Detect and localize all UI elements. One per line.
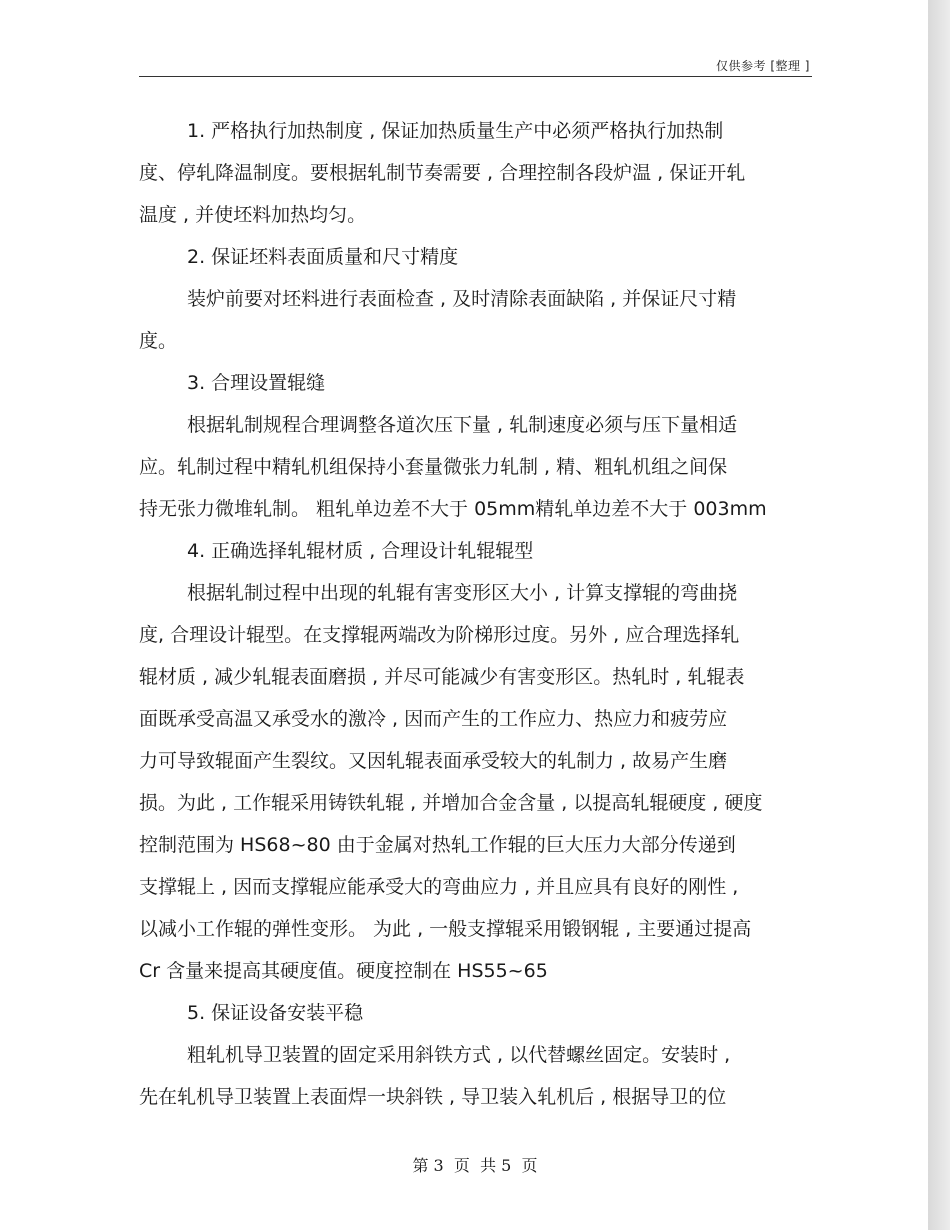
paragraph-line: 根据轧制规程合理调整各道次压下量 , 轧制速度必须与压下量相适 bbox=[187, 414, 738, 436]
paragraph-line: 力可导致辊面产生裂纹。又因轧辊表面承受较大的轧制力 , 故易产生磨 bbox=[139, 750, 728, 772]
paragraph-line: 度, 合理设计辊型。在支撑辊两端改为阶梯形过度。另外 , 应合理选择轧 bbox=[139, 624, 740, 646]
paragraph-line: 装炉前要对坯料进行表面检查 , 及时清除表面缺陷 , 并保证尺寸精 bbox=[187, 288, 737, 310]
paragraph-line: 持无张力微堆轧制。 粗轧单边差不大于 05mm精轧单边差不大于 003mm bbox=[139, 498, 767, 520]
paragraph-line: 温度 , 并使坯料加热均匀。 bbox=[139, 204, 367, 226]
section-heading: 3. 合理设置辊缝 bbox=[187, 372, 326, 394]
paragraph-line: 先在轧机导卫装置上表面焊一块斜铁 , 导卫装入轧机后 , 根据导卫的位 bbox=[139, 1086, 727, 1108]
document-body bbox=[139, 110, 819, 1118]
paragraph-line: Cr 含量来提高其硬度值。硬度控制在 HS55~65 bbox=[139, 960, 548, 982]
paragraph-line: 根据轧制过程中出现的轧辊有害变形区大小 , 计算支撑辊的弯曲挠 bbox=[187, 582, 738, 604]
paragraph-line: 应。轧制过程中精轧机组保持小套量微张力轧制 , 精、粗轧机组之间保 bbox=[139, 456, 728, 478]
page-footer: 第 3 页 共 5 页 bbox=[412, 1156, 538, 1175]
paragraph-line: 1. 严格执行加热制度 , 保证加热质量生产中必须严格执行加热制 bbox=[187, 120, 724, 142]
paragraph-line: 控制范围为 HS68~80 由于金属对热轧工作辊的巨大压力大部分传递到 bbox=[139, 834, 736, 856]
section-heading: 5. 保证设备安装平稳 bbox=[187, 1002, 364, 1024]
header-note: 仅供参考 [整理 ] bbox=[716, 59, 810, 73]
paragraph-line: 面既承受高温又承受水的激冷 , 因而产生的工作应力、热应力和疲劳应 bbox=[139, 708, 728, 730]
page-edge-shadow bbox=[928, 0, 950, 1230]
header-divider bbox=[139, 76, 812, 77]
paragraph-line: 粗轧机导卫装置的固定采用斜铁方式 , 以代替螺丝固定。安装时 , bbox=[187, 1044, 731, 1066]
paragraph-line: 支撑辊上 , 因而支撑辊应能承受大的弯曲应力 , 并且应具有良好的刚性 , bbox=[139, 876, 739, 898]
paragraph-line: 损。为此 , 工作辊采用铸铁轧辊 , 并增加合金含量 , 以提高轧辊硬度 , 硬度 bbox=[139, 792, 763, 814]
paragraph-line: 辊材质 , 减少轧辊表面磨损 , 并尽可能减少有害变形区。热轧时 , 轧辊表 bbox=[139, 666, 745, 688]
section-heading: 2. 保证坯料表面质量和尺寸精度 bbox=[187, 246, 459, 268]
section-heading: 4. 正确选择轧辊材质 , 合理设计轧辊辊型 bbox=[187, 540, 534, 562]
paragraph-line: 以减小工作辊的弹性变形。 为此 , 一般支撑辊采用锻钢辊 , 主要通过提高 bbox=[139, 918, 752, 940]
paragraph-line: 度、停轧降温制度。要根据轧制节奏需要 , 合理控制各段炉温 , 保证开轧 bbox=[139, 162, 746, 184]
paragraph-line: 度。 bbox=[139, 330, 178, 352]
